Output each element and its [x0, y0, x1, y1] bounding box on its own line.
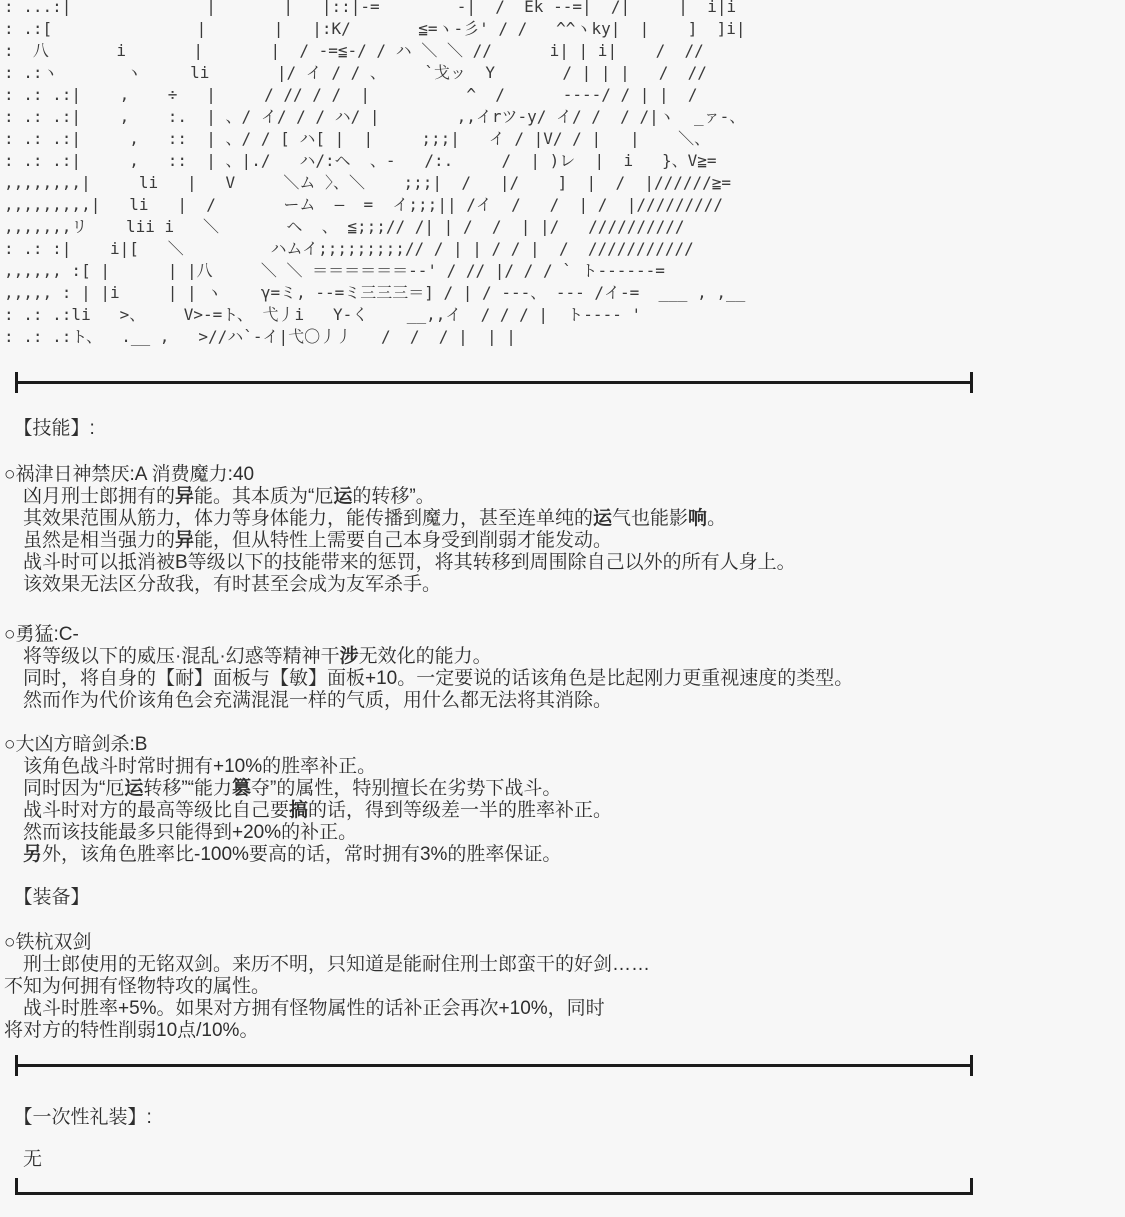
text-line: ,,,,,,,リ lii i ＼ ヘ 、 ≦;;;// /| | / / | |/ //////////	[4, 217, 685, 236]
ascii-art	[4, 0, 1125, 348]
text-line: 该角色战斗时常时拥有+10%的胜率补正。	[4, 756, 377, 777]
text-line: 战斗时胜率+5%。如果对方拥有怪物属性的话补正会再次+10%，同时	[4, 998, 605, 1019]
text-line: : .: .:li >、 V>-=ト、 弋丿i Y-く __,,イ / / / | ト---- '	[4, 305, 642, 324]
text-line: : .: .:| , :: | 、|./ ハ/:ヘ 、- /:. / | )レ | i }、V≧=	[4, 151, 717, 170]
text-line: : .:ヽ ヽ li |/ イ / / 、 `戈ッ Y / | | | / //	[4, 63, 707, 82]
text-line: : 八 i | | / -=≦-/ / ハ ＼ ＼ // i| | i| / //	[4, 41, 704, 60]
equipment-block-twin-swords	[4, 932, 1125, 1042]
consumables-value: 无	[4, 1149, 43, 1170]
text-line: 虽然是相当强力的异能，但从特性上需要自己本身受到削弱才能发动。	[4, 530, 613, 551]
text-line: 将对方的特性削弱10点/10%。	[4, 1020, 259, 1041]
consumables-section-header: 【一次性礼装】:	[4, 1107, 152, 1128]
text-line: ,,,,,,,,| li | V ＼ム 〉、＼ ;;;| / |/ ] | / |//////≧=	[4, 173, 732, 192]
skill-title: ○勇猛:C-	[4, 624, 79, 645]
text-line: ,,,,,,,,,| li | / ーム ― = イ;;;|| /イ / / | / |/////////	[4, 195, 724, 214]
text-line: ,,,,, : | |i | | ヽ γ=ミ, --=ミ三三三＝] / | / ---、 --- /イ-= ___ , ,__	[4, 283, 746, 302]
skill-title: ○大凶方暗剑杀:B	[4, 734, 148, 755]
section-divider-top	[15, 381, 973, 384]
skill-description	[4, 646, 1125, 712]
skill-block-bravery	[4, 624, 1125, 712]
text-line: 战斗时对方的最高等级比自己要搞的话，得到等级差一半的胜率补正。	[4, 800, 613, 821]
text-line: 其效果范围从筋力，体力等身体能力，能传播到魔力，甚至连单纯的运气也能影响。	[4, 508, 727, 529]
section-divider-bottom	[15, 1192, 973, 1195]
skills-section-header: 【技能】:	[4, 418, 95, 439]
text-line: : .: .:ト、 .__ , >//ハ`-イ|弋〇丿丿 / / / | | |	[4, 327, 516, 346]
text-line: 战斗时可以抵消被B等级以下的技能带来的惩罚，将其转移到周围除自己以外的所有人身上。	[4, 552, 796, 573]
text-line: : .: .:| , :. | 、/ イ/ / / ハ/ | ,,イrツ-y/ イ/ / / /|ヽ _ァ-、	[4, 107, 746, 126]
text-line: : .: .:| , :: | 、/ / [ ハ[ | | ;;;| イ / |V/ / | | ＼、	[4, 129, 711, 148]
text-line: 凶月刑士郎拥有的异能。其本质为“厄运的转移”。	[4, 486, 435, 507]
text-line: 同时，将自身的【耐】面板与【敏】面板+10。一定要说的话该角色是比起刚力更重视速度的类型。	[4, 668, 854, 689]
text-line: 刑士郎使用的无铭双剑。来历不明，只知道是能耐住刑士郎蛮干的好剑……	[4, 954, 651, 975]
equipment-title: ○铁杭双剑	[4, 932, 92, 953]
text-line: 另外，该角色胜率比-100%要高的话，常时拥有3%的胜率保证。	[23, 844, 562, 865]
skill-block-curse	[4, 464, 1125, 596]
sheet-content	[0, 418, 1125, 1042]
text-line: : .: :| i|[ ＼ ハムイ;;;;;;;;;// / | | / / | / ///////////	[4, 239, 694, 258]
text-line: ,,,,,, :[ | | |八 ＼ ＼ ＝＝＝＝＝＝--' / // |/ / / ` ト------=	[4, 261, 665, 280]
text-line: 不知为何拥有怪物特攻的属性。	[4, 976, 271, 997]
text-line: 将等级以下的威压·混乱·幻惑等精神干涉无效化的能力。	[4, 646, 492, 667]
equipment-section-header: 【装备】	[4, 887, 90, 908]
section-divider-middle	[15, 1064, 973, 1067]
skill-description	[4, 756, 1125, 866]
text-line: 然而该技能最多只能得到+20%的补正。	[4, 822, 358, 843]
text-line: 该效果无法区分敌我，有时甚至会成为友军杀手。	[4, 574, 442, 595]
text-line: 同时因为“厄运转移”“能力篡夺”的属性，特别擅长在劣势下战斗。	[4, 778, 562, 799]
skill-description	[4, 486, 1125, 596]
text-line: 然而作为代价该角色会充满混混一样的气质，用什么都无法将其消除。	[4, 690, 613, 711]
consumables-content	[0, 1107, 1125, 1171]
text-line: : ...:| | | |::|-= -| / Ek --=| /| | i|i	[4, 0, 737, 16]
equipment-description	[4, 954, 1125, 1042]
skill-block-assassination	[4, 734, 1125, 866]
text-line: : .: .:| , ÷ | / // / / | ^ / ----/ / | | /	[4, 85, 698, 104]
text-line: : .:[ | | |:K/ ≦=ヽ-彡' / / ^^ヽky| | ] ]i|	[4, 19, 746, 38]
skill-title: ○祸津日神禁厌:A 消费魔力:40	[4, 464, 255, 485]
